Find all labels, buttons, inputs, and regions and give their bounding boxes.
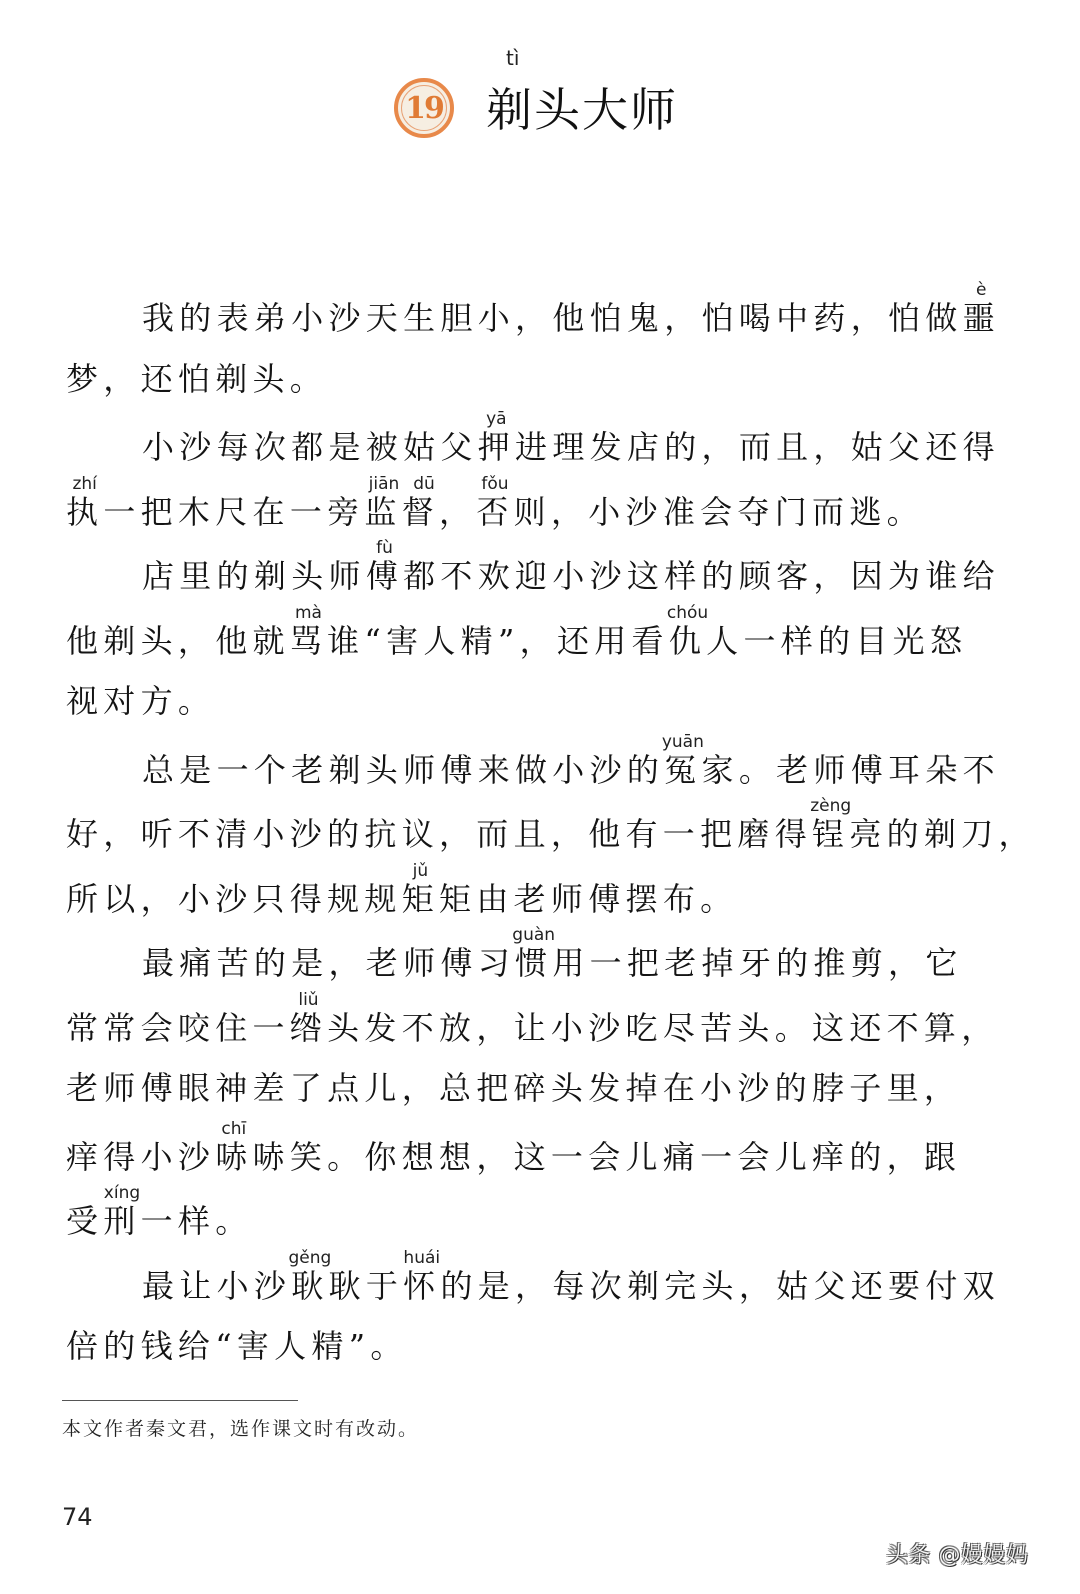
pinyin-annotated-char: 锃zèng [810, 796, 852, 853]
paragraph-line [66, 1056, 1006, 1121]
text-segment: 最痛苦的是，老师傅习 [142, 944, 516, 982]
text-segment: 老师傅眼神差了点儿，总把碎头发掉在小沙的脖子里， [66, 1069, 962, 1107]
pinyin-annotated-char: 冤yuān [661, 731, 704, 789]
text-segment: 店里的剃头师 [142, 557, 366, 595]
pinyin: huái [403, 1247, 441, 1268]
text-segment: 一把木尺在一旁 [103, 492, 365, 531]
paragraph-line [66, 860, 1006, 928]
pinyin-annotated-char: 骂mà [289, 602, 328, 660]
pinyin: liǔ [289, 989, 328, 1010]
footnote-source: 本文作者秦文君，选作课文时有改动。 [62, 1418, 420, 1440]
pinyin-annotated-char: 监督jiān dū [364, 473, 440, 531]
paragraph-line [66, 1118, 1006, 1186]
text-segment: 倍的钱给“害人精”。 [66, 1327, 408, 1365]
pinyin: yā [477, 409, 515, 429]
text-segment: 梦，还怕剃头。 [66, 359, 328, 398]
lesson-body-text [66, 280, 1036, 1379]
pinyin-annotated-char: 矩jǔ [401, 860, 440, 918]
pinyin: chī [215, 1118, 253, 1139]
text-segment: 人一样的目光怒 [706, 621, 968, 660]
text-segment: 常常会咬住一 [66, 1008, 290, 1047]
pinyin-annotated-char: 仇chóu [666, 602, 709, 660]
paragraph-line [66, 1314, 1006, 1379]
paragraph-first-line [66, 540, 1006, 605]
pinyin: chóu [666, 602, 709, 623]
text-segment: 受 [66, 1202, 104, 1240]
text-segment: 的是，每次剃完头，姑父还要付双 [440, 1266, 1000, 1305]
paragraph-line [66, 796, 1036, 863]
footnote-divider [62, 1400, 298, 1401]
paragraph-line [66, 347, 1006, 412]
paragraph-first-line [66, 282, 1006, 347]
text-segment: 进理发店的，而且，姑父还得 [515, 428, 1000, 466]
text-segment: 哧笑。你想想，这一会儿痛一会儿痒的，跟 [252, 1137, 962, 1176]
paragraph-first-line [66, 927, 1006, 992]
pinyin-annotated-char: 哧chī [215, 1118, 253, 1176]
paragraph-first-line [66, 731, 1006, 799]
text-segment: 谁“害人精”，还用看 [327, 621, 669, 660]
lesson-number-badge [394, 78, 454, 138]
title-pinyin-annotation: tì [506, 46, 520, 70]
pinyin: yuān [661, 731, 704, 752]
text-segment: 总是一个老剃头师傅来做小沙的 [142, 750, 665, 789]
text-segment: 他剃头，他就 [66, 621, 290, 660]
pinyin: è [962, 280, 1000, 300]
pinyin: gěng [288, 1247, 332, 1268]
text-segment: 小沙每次都是被姑父 [142, 428, 478, 466]
pinyin-annotated-char: 执zhí [66, 473, 104, 531]
pinyin-annotated-char: 傅fù [365, 538, 404, 595]
paragraph-first-line [66, 1247, 1006, 1315]
pinyin-annotated-char: 惯guàn [512, 925, 556, 982]
text-segment: 好，听不清小沙的抗议，而且，他有一把磨得 [66, 815, 813, 853]
paragraph-line [66, 473, 1006, 541]
paragraph-line [66, 1185, 1006, 1250]
text-segment: 一样。 [140, 1202, 253, 1240]
paragraph-line [66, 602, 1006, 670]
pinyin-annotated-char: 怀huái [403, 1247, 441, 1305]
text-segment: ， [439, 492, 477, 531]
lesson-number: 19 [405, 90, 443, 126]
pinyin: mà [289, 602, 328, 623]
pinyin-annotated-char: 耿gěng [288, 1247, 332, 1305]
text-segment: 耿于 [328, 1266, 404, 1305]
pinyin: zhí [66, 473, 104, 494]
lesson-title: 剃头大师 [486, 83, 678, 137]
text-segment: 头发不放，让小沙吃尽苦头。这还不算， [327, 1008, 999, 1047]
pinyin: jiān dū [364, 473, 440, 494]
text-segment: 我的表弟小沙天生胆小，他怕鬼，怕喝中药，怕做 [142, 299, 963, 337]
pinyin: zèng [810, 796, 852, 816]
lesson-header [0, 46, 1080, 146]
paragraph-line [66, 669, 1006, 734]
pinyin: guàn [512, 925, 556, 945]
text-segment: 亮的剃刀， [849, 815, 1036, 853]
text-segment: 则，小沙准会夺门而逃。 [513, 492, 924, 531]
text-segment: 所以，小沙只得规规 [66, 879, 402, 918]
text-segment: 痒得小沙 [66, 1137, 216, 1176]
text-segment: 用一把老掉牙的推剪，它 [552, 944, 963, 982]
pinyin-annotated-char: 押yā [477, 409, 516, 466]
paragraph-line [66, 989, 1006, 1057]
pinyin-annotated-char: 绺liǔ [289, 989, 328, 1047]
text-segment: 家。老师傅耳朵不 [701, 750, 1000, 789]
text-segment: 都不欢迎小沙这样的顾客，因为谁给 [403, 557, 1000, 595]
pinyin: xíng [103, 1183, 141, 1203]
text-segment: 最让小沙 [142, 1266, 292, 1305]
pinyin-annotated-char: 噩è [962, 280, 1000, 337]
pinyin-annotated-char: 否fǒu [476, 473, 514, 531]
text-segment: 矩由老师傅摆布。 [439, 879, 738, 918]
pinyin: fù [365, 538, 404, 558]
text-segment: 视对方。 [66, 682, 216, 720]
paragraph-first-line [66, 411, 1006, 476]
page-number: 74 [62, 1503, 93, 1531]
pinyin: jǔ [401, 860, 440, 881]
watermark: 头条 @嫚嫚妈 [886, 1543, 1029, 1568]
pinyin-annotated-char: 刑xíng [103, 1183, 141, 1240]
pinyin: fǒu [476, 473, 514, 494]
